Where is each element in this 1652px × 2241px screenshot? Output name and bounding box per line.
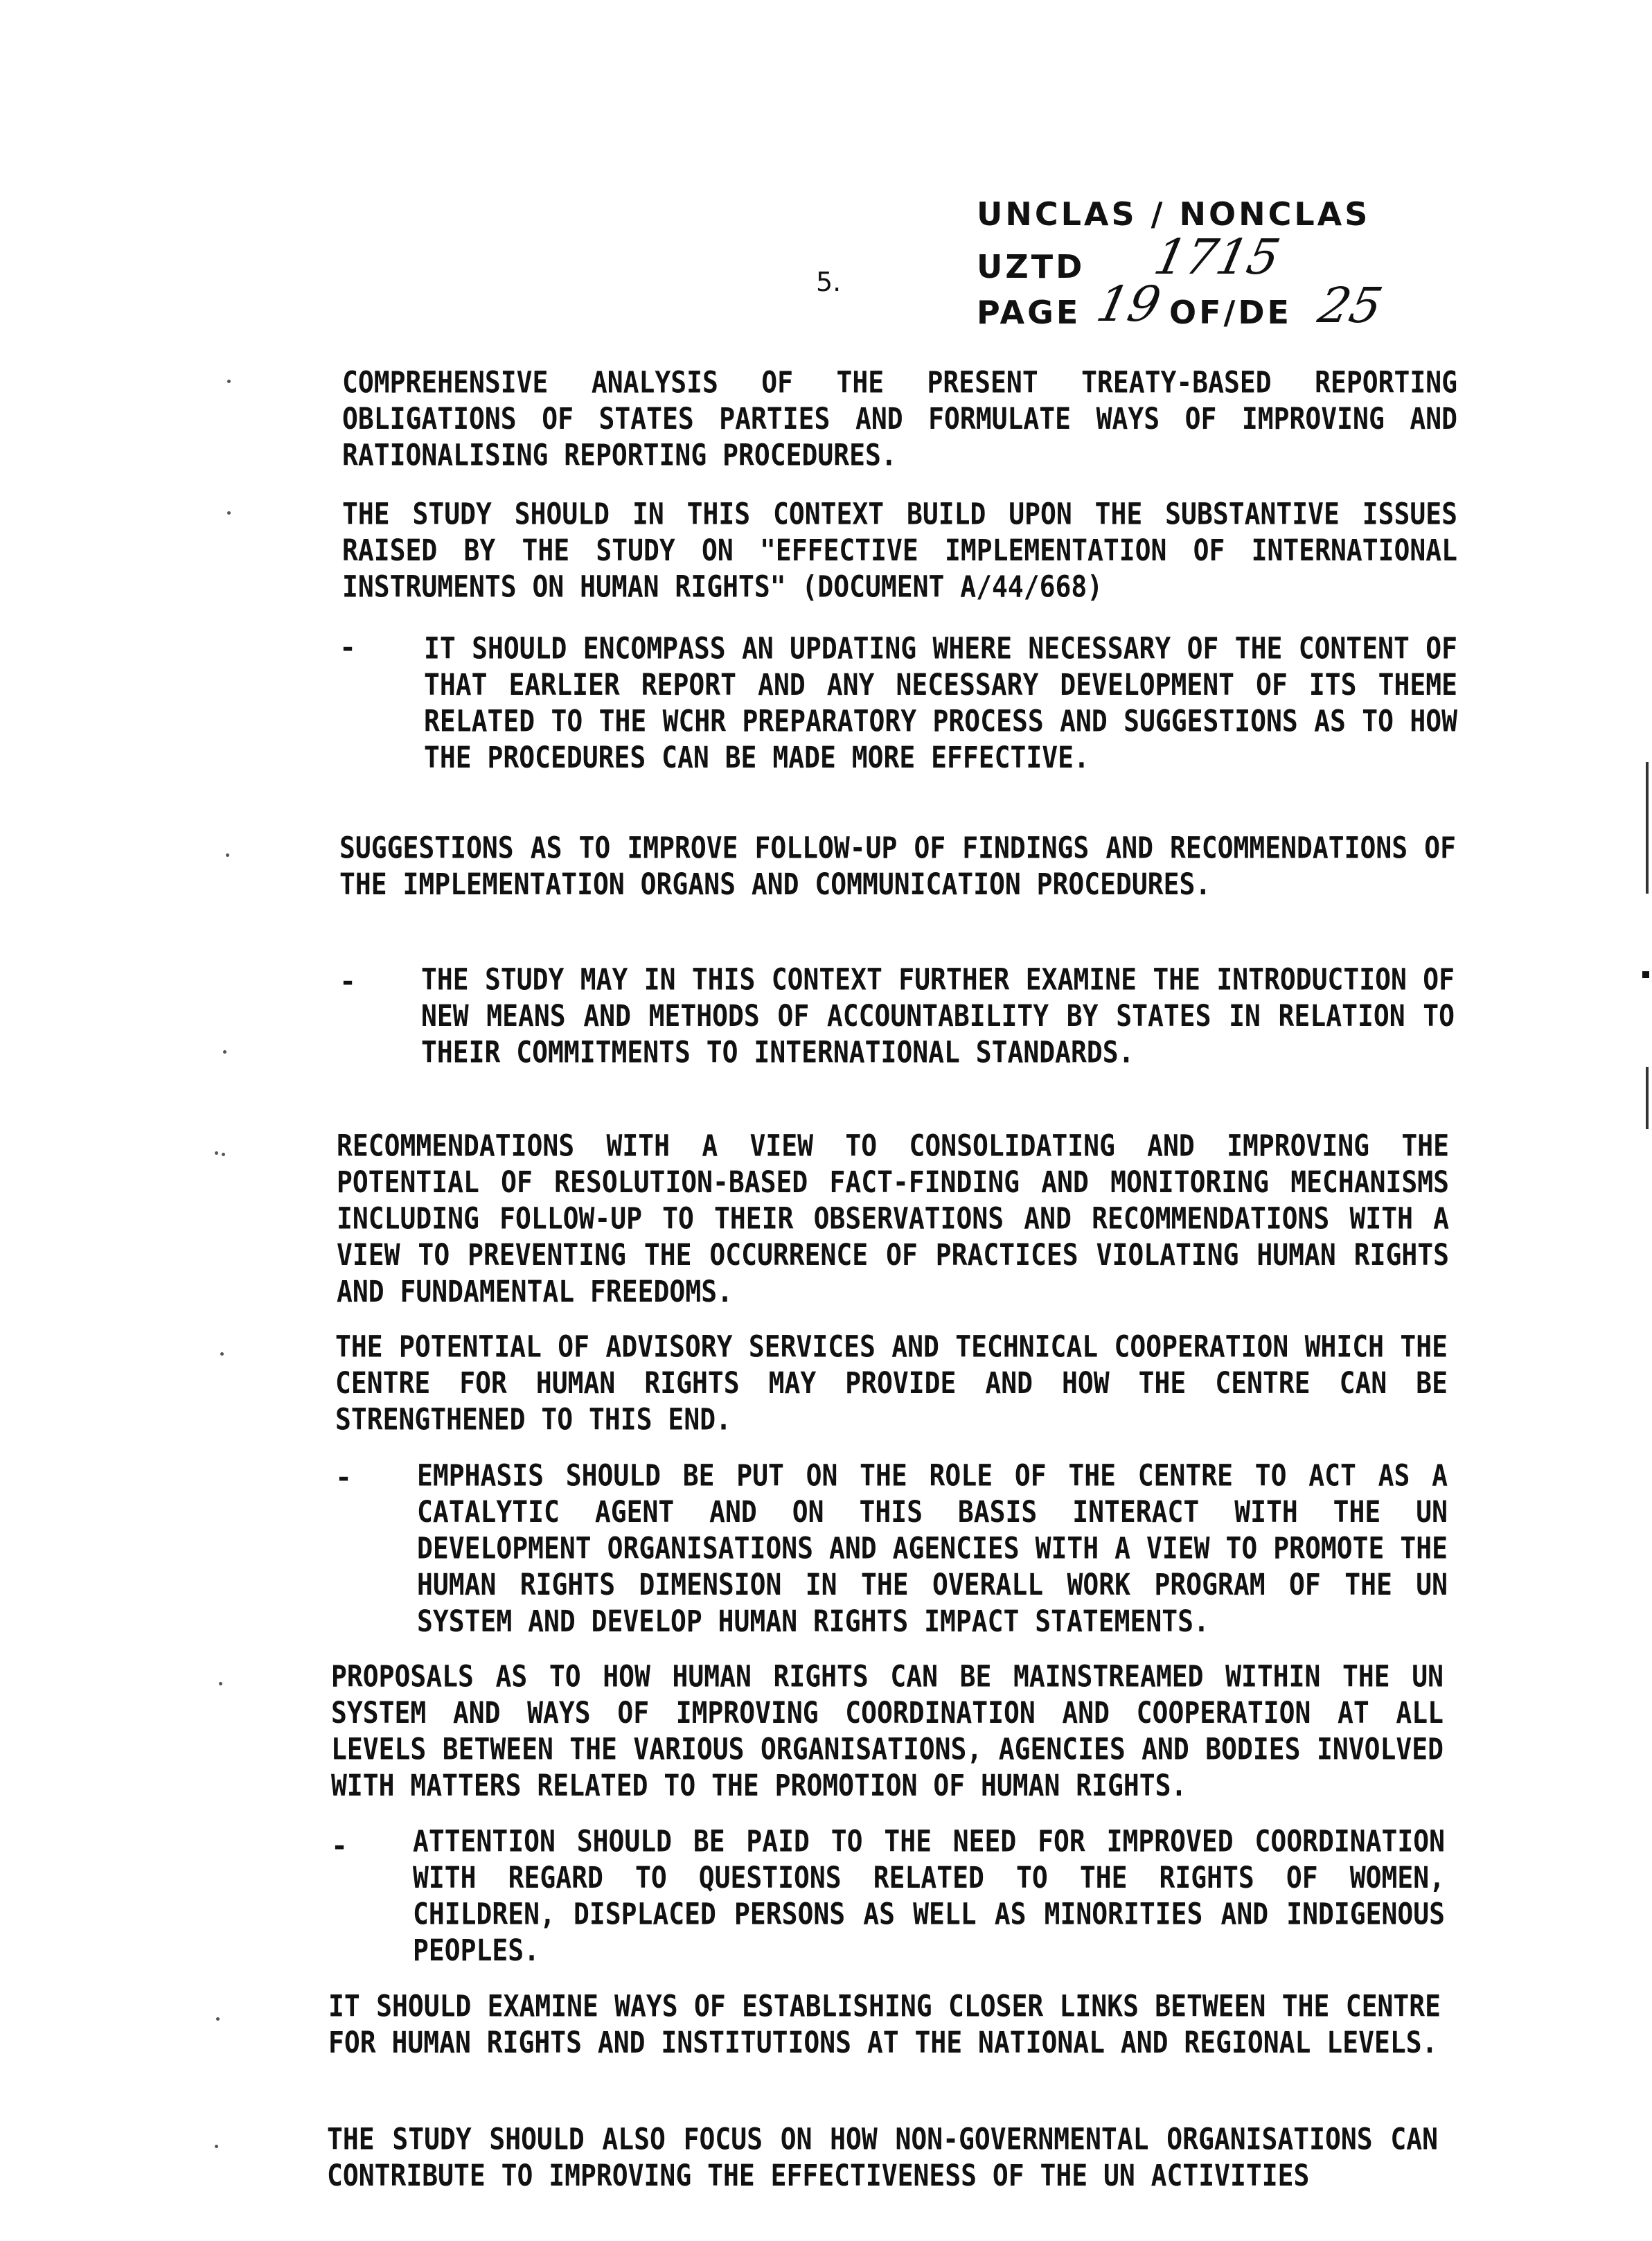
paragraph: THE STUDY SHOULD ALSO FOCUS ON HOW NON-GOVERNMENTAL ORGANISATIONS CAN CONTRIBUTE TO IMPROVING THE EFFECTIVENESS OF THE UN ACTIVITIES: [327, 2122, 1438, 2193]
dash-item: THE STUDY MAY IN THIS CONTEXT FURTHER EXAMINE THE INTRODUCTION OF NEW MEANS AND METHODS OF ACCOUNTABILITY BY STATES IN RELATION TO THEIR COMMITMENTS TO INTERNATIONAL STANDARDS.: [421, 962, 1455, 1070]
margin-dot: [215, 1151, 218, 1155]
bullet-marker: -: [331, 1830, 348, 1862]
page-total-handwritten: 25: [1313, 277, 1387, 334]
paragraph: IT SHOULD EXAMINE WAYS OF ESTABLISHING CLOSER LINKS BETWEEN THE CENTRE FOR HUMAN RIGHTS AND INSTITUTIONS AT THE NATIONAL AND REGIONAL LEVELS.: [328, 1989, 1441, 2060]
paragraph: PROPOSALS AS TO HOW HUMAN RIGHTS CAN BE MAINSTREAMED WITHIN THE UN SYSTEM AND WAYS OF IMPROVING COORDINATION AND COOPERATION AT ALL LEVELS BETWEEN THE VARIOUS ORGANISATIONS, AGENCIES AND BODIES INVOLVED WITH MATTERS RELATED TO THE PROMOTION OF HUMAN RIGHTS.: [331, 1659, 1444, 1803]
margin-dot: [227, 511, 231, 515]
page-label: PAGE: [977, 294, 1081, 331]
margin-dot: [219, 1682, 222, 1685]
bullet-marker: -: [335, 1462, 353, 1494]
paragraph: THE STUDY SHOULD IN THIS CONTEXT BUILD UPON THE SUBSTANTIVE ISSUES RAISED BY THE STUDY ON "EFFECTIVE IMPLEMENTATION OF INTERNATIONAL INSTRUMENTS ON HUMAN RIGHTS" (DOCUMENT A/44/668): [342, 497, 1457, 604]
dash-item: ATTENTION SHOULD BE PAID TO THE NEED FOR IMPROVED COORDINATION WITH REGARD TO QUESTIONS RELATED TO THE RIGHTS OF WOMEN, CHILDREN, DISPLACED PERSONS AS WELL AS MINORITIES AND INDIGENOUS PEOPLES.: [413, 1824, 1445, 1968]
margin-dot: [227, 380, 231, 383]
classification-label: UNCLAS / NONCLAS: [977, 195, 1371, 233]
scan-edge-mark: [1646, 1067, 1649, 1129]
margin-dot: [222, 1153, 225, 1156]
page-number-handwritten: 19: [1092, 276, 1166, 333]
paragraph: COMPREHENSIVE ANALYSIS OF THE PRESENT TREATY-BASED REPORTING OBLIGATIONS OF STATES PARTIES AND FORMULATE WAYS OF IMPROVING AND RATIONALISING REPORTING PROCEDURES.: [342, 365, 1457, 472]
margin-dot: [215, 2145, 218, 2148]
uztd-label: UZTD: [977, 248, 1085, 285]
scan-edge-mark: [1642, 971, 1649, 978]
dash-item: EMPHASIS SHOULD BE PUT ON THE ROLE OF THE CENTRE TO ACT AS A CATALYTIC AGENT AND ON THIS BASIS INTERACT WITH THE UN DEVELOPMENT ORGANISATIONS AND AGENCIES WITH A VIEW TO PROMOTE THE HUMAN RIGHTS DIMENSION IN THE OVERALL WORK PROGRAM OF THE UN SYSTEM AND DEVELOP HUMAN RIGHTS IMPACT STATEMENTS.: [417, 1458, 1448, 1638]
dash-item: IT SHOULD ENCOMPASS AN UPDATING WHERE NECESSARY OF THE CONTENT OF THAT EARLIER REPORT AND ANY NECESSARY DEVELOPMENT OF ITS THEME RELATED TO THE WCHR PREPARATORY PROCESS AND SUGGESTIONS AS TO HOW THE PROCEDURES CAN BE MADE MORE EFFECTIVE.: [424, 631, 1457, 775]
bullet-marker: -: [339, 632, 357, 664]
margin-dot: [223, 1050, 227, 1054]
paragraph: RECOMMENDATIONS WITH A VIEW TO CONSOLIDATING AND IMPROVING THE POTENTIAL OF RESOLUTION-BASED FACT-FINDING AND MONITORING MECHANISMS INCLUDING FOLLOW-UP TO THEIR OBSERVATIONS AND RECOMMENDATIONS WITH A VIEW TO PREVENTING THE OCCURRENCE OF PRACTICES VIOLATING HUMAN RIGHTS AND FUNDAMENTAL FREEDOMS.: [337, 1128, 1449, 1309]
scan-edge-mark: [1646, 762, 1649, 894]
of-label: OF/DE: [1169, 294, 1292, 331]
margin-dot: [220, 1352, 224, 1356]
uztd-number-handwritten: 1715: [1149, 229, 1285, 285]
paragraph: SUGGESTIONS AS TO IMPROVE FOLLOW-UP OF FINDINGS AND RECOMMENDATIONS OF THE IMPLEMENTATION ORGANS AND COMMUNICATION PROCEDURES.: [339, 831, 1456, 902]
section-number: 5.: [816, 267, 842, 297]
margin-dot: [216, 2017, 220, 2021]
bullet-marker: -: [339, 966, 357, 998]
margin-dot: [226, 853, 229, 857]
paragraph: THE POTENTIAL OF ADVISORY SERVICES AND TECHNICAL COOPERATION WHICH THE CENTRE FOR HUMAN RIGHTS MAY PROVIDE AND HOW THE CENTRE CAN BE STRENGTHENED TO THIS END.: [335, 1329, 1448, 1437]
